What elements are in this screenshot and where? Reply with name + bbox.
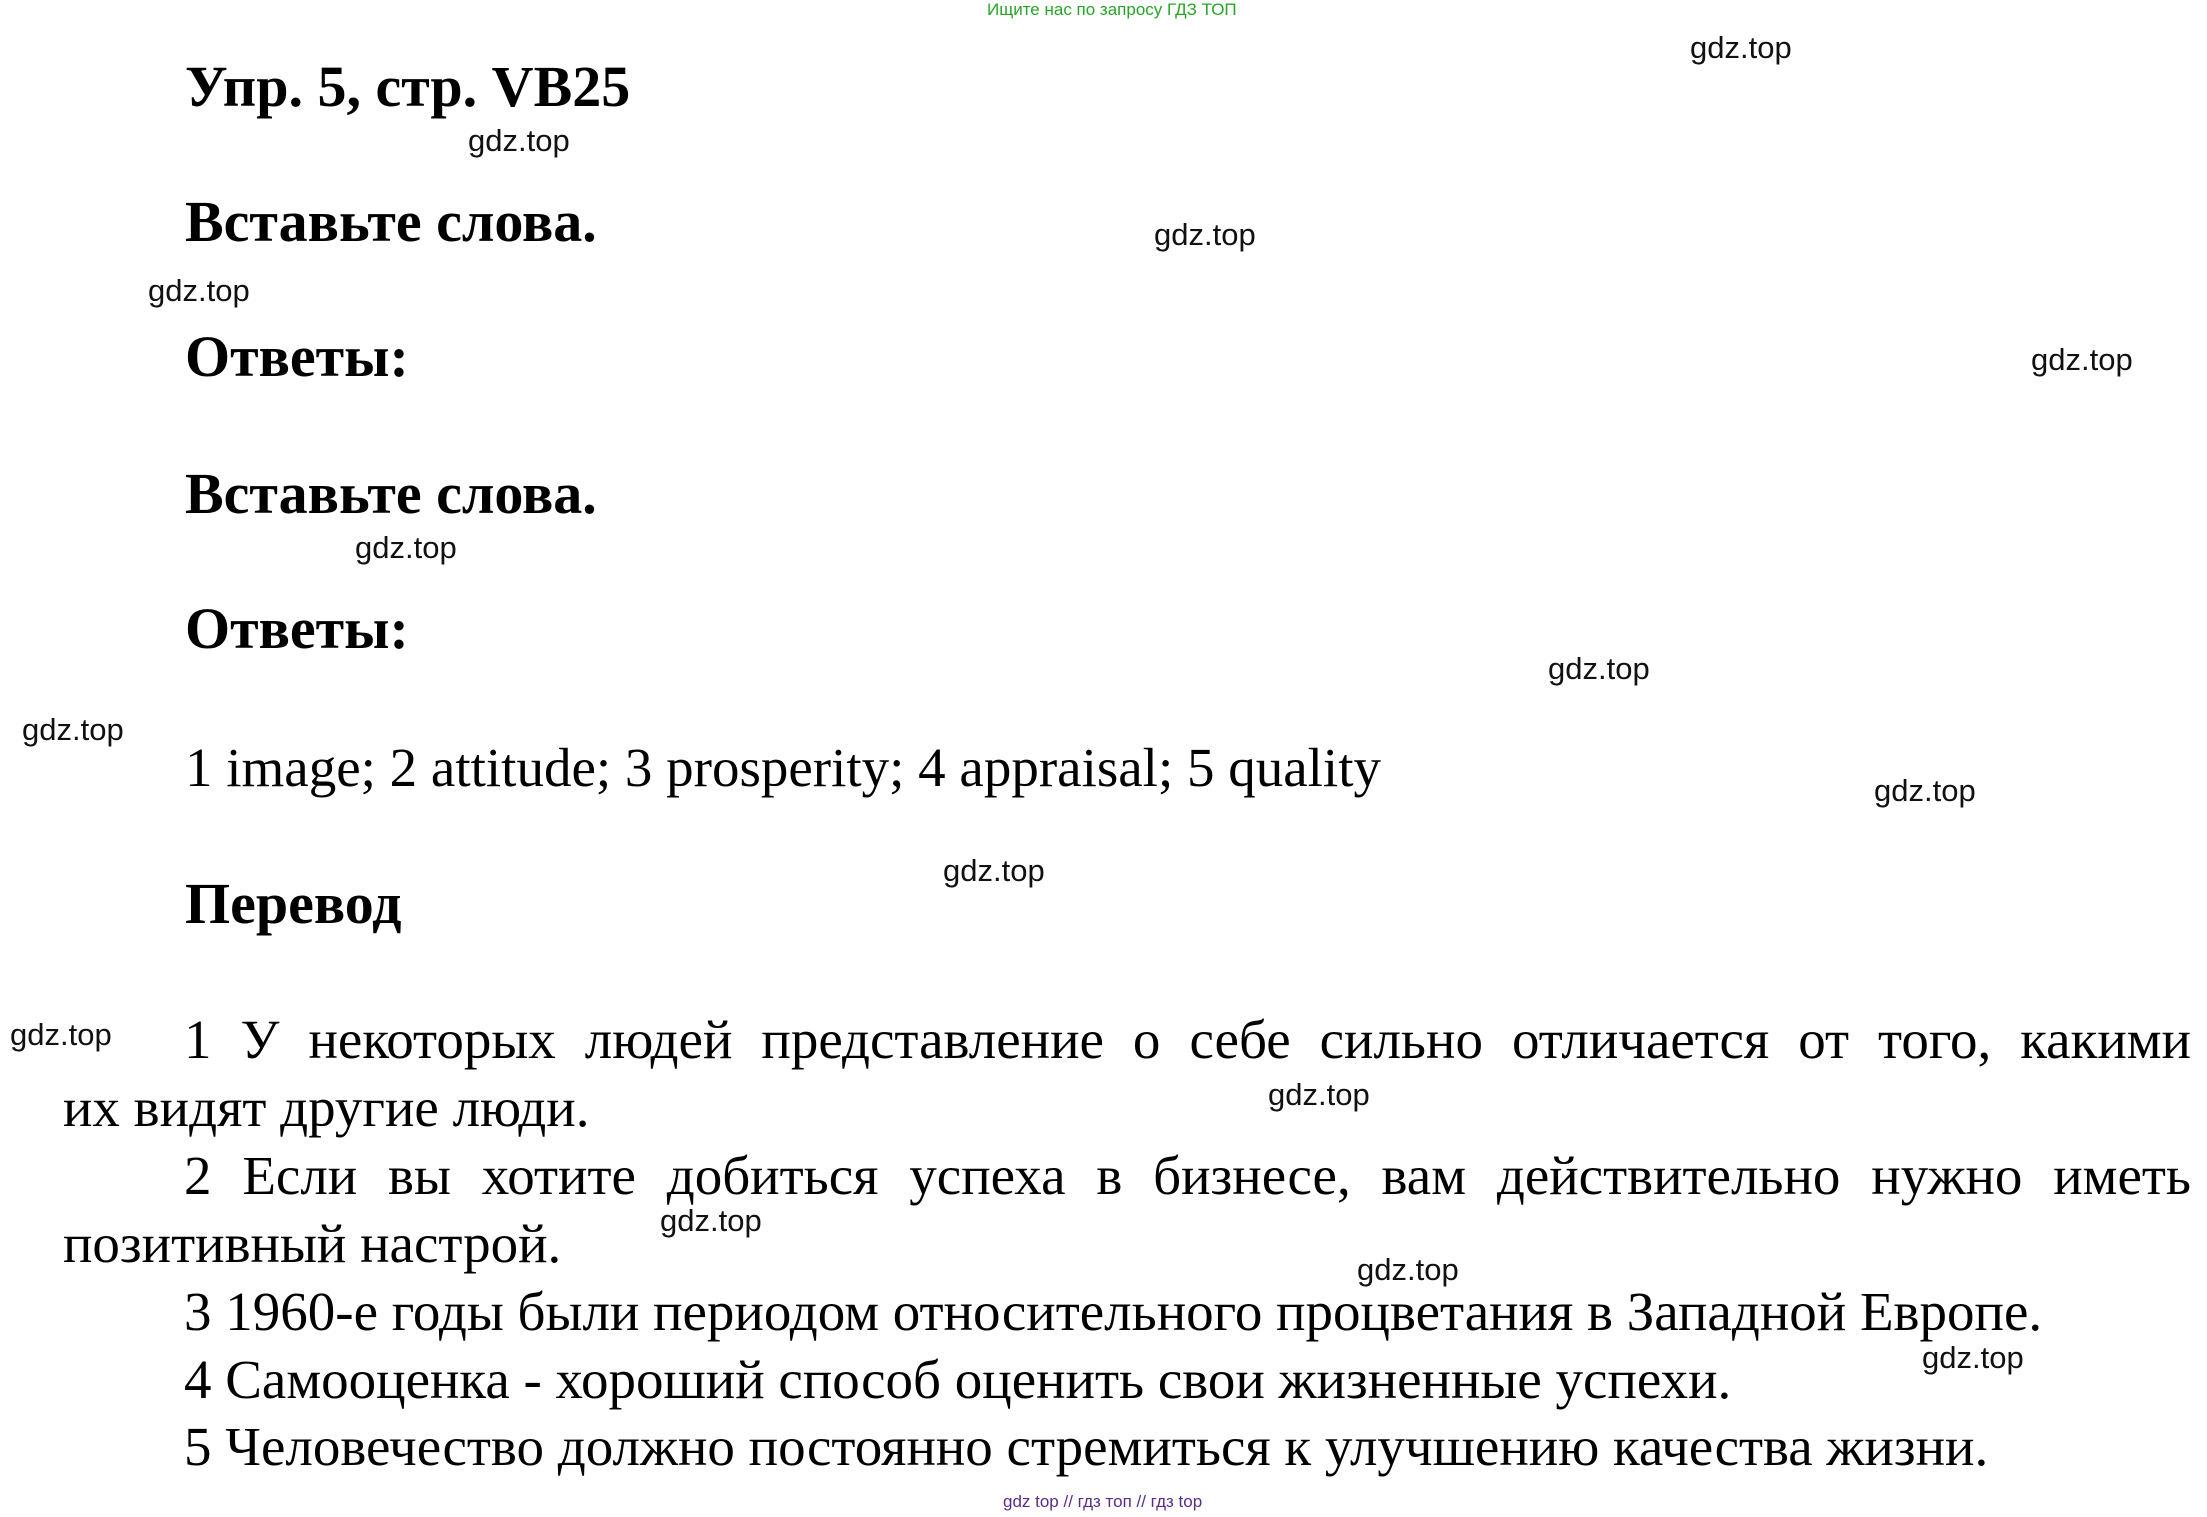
watermark: gdz.top: [10, 1017, 112, 1052]
watermark: gdz.top: [1690, 30, 1792, 65]
translation-item-1: [63, 1006, 2191, 1142]
watermark: gdz.top: [1154, 217, 1256, 252]
task-instruction-2: Вставьте слова.: [185, 461, 597, 526]
watermark: gdz.top: [1874, 773, 1976, 808]
translation-item-5: [63, 1413, 2191, 1481]
translation-item-4: [63, 1346, 2191, 1414]
footer-links[interactable]: gdz top // гдз топ // гдз top: [1003, 1492, 1203, 1511]
top-banner-link[interactable]: Ищите нас по запросу ГДЗ ТОП: [987, 0, 1237, 19]
translation-heading: Перевод: [185, 871, 402, 936]
translation-item-3: [63, 1278, 2191, 1346]
watermark: gdz.top: [355, 530, 457, 565]
translation-3-line-1: 3 1960-е годы были периодом относительного процветания в Западной Европе.: [184, 1281, 2043, 1342]
watermark: gdz.top: [2031, 342, 2133, 377]
watermark: gdz.top: [148, 273, 250, 308]
exercise-title: Упр. 5, стр. VB25: [185, 54, 631, 119]
watermark: gdz.top: [1922, 1340, 2024, 1375]
watermark: gdz.top: [468, 123, 570, 158]
translation-item-2: [63, 1142, 2191, 1278]
watermark: gdz.top: [1357, 1252, 1459, 1287]
translation-5-line-1: 5 Человечество должно постоянно стремиться к улучшению качества жизни.: [184, 1416, 1989, 1477]
translation-4-line-1: 4 Самооценка - хороший способ оценить свои жизненные успехи.: [184, 1349, 1732, 1410]
translation-2-line-2: позитивный настрой.: [63, 1213, 562, 1274]
answers-label-2: Ответы:: [185, 596, 409, 661]
watermark: gdz.top: [943, 853, 1045, 888]
answer-list: 1 image; 2 attitude; 3 prosperity; 4 appraisal; 5 quality: [185, 737, 1381, 798]
translation-1-line-1: 1 У некоторых людей представление о себе сильно отличается от того, какими: [184, 1009, 2191, 1070]
translation-1-line-2: их видят другие люди.: [63, 1077, 590, 1138]
watermark: gdz.top: [22, 712, 124, 747]
watermark: gdz.top: [1548, 651, 1650, 686]
watermark: gdz.top: [1268, 1077, 1370, 1112]
task-instruction-1: Вставьте слова.: [185, 189, 597, 254]
answers-label-1: Ответы:: [185, 324, 409, 389]
watermark: gdz.top: [660, 1203, 762, 1238]
translation-2-line-1: 2 Если вы хотите добиться успеха в бизнесе, вам действительно нужно иметь: [184, 1145, 2191, 1206]
